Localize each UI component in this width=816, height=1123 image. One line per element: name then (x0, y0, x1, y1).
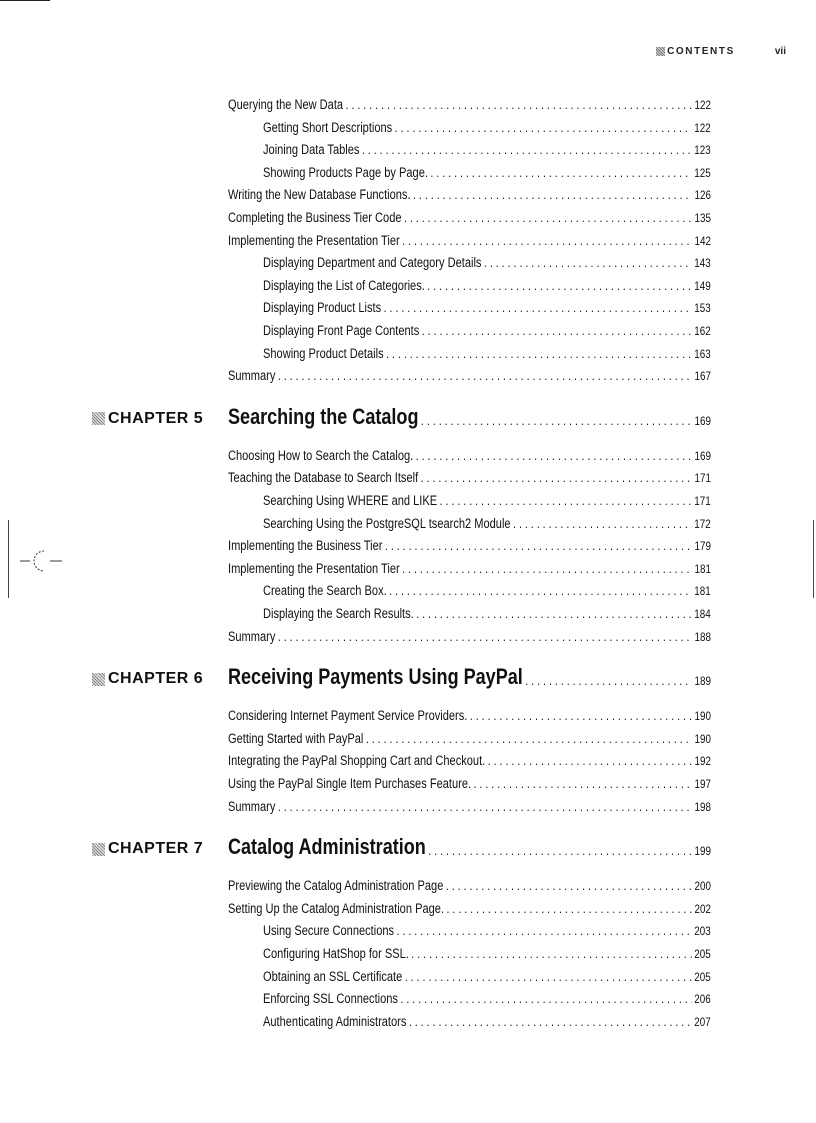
chapter-marker-icon (92, 673, 105, 686)
toc-entry-page: 181 (694, 561, 711, 576)
toc-entry-title: Implementing the Presentation Tier (228, 560, 400, 576)
toc-entry-title: Completing the Business Tier Code (228, 210, 402, 225)
toc-leader-dots (525, 673, 692, 688)
registration-mark-icon (18, 546, 64, 576)
toc-leader-dots (402, 233, 692, 248)
toc-entry-page: 181 (694, 584, 711, 599)
chapter-marker-icon (92, 412, 105, 425)
toc-entry-page: 143 (694, 256, 711, 271)
toc-entry-title: Implementing the Business Tier (228, 538, 383, 554)
toc-entry-page: 149 (694, 278, 711, 293)
toc-entry-page: 163 (694, 346, 711, 361)
toc-entry-page: 123 (694, 143, 711, 158)
toc-entry-page: 171 (694, 494, 711, 508)
toc-entry-page: 162 (694, 324, 711, 338)
toc-entry-title: Showing Product Details (263, 345, 384, 361)
toc-entry (228, 769, 711, 791)
toc-leader-dots (346, 97, 693, 112)
toc-entry (228, 203, 711, 225)
toc-entry-page: 207 (694, 1014, 711, 1029)
toc-entry-title: Choosing How to Search the Catalog. (228, 447, 414, 463)
toc-entry (263, 339, 711, 361)
toc-leader-dots (395, 120, 692, 135)
toc-entry (228, 226, 711, 248)
toc-entry-title: Using Secure Connections (263, 923, 395, 939)
toc-entry-title: Creating the Search Box. (263, 583, 387, 599)
toc-leader-dots (484, 255, 692, 270)
chapter-page: 199 (694, 844, 711, 859)
toc-entry-page: 190 (694, 731, 711, 746)
toc-entry-title: Authenticating Administrators (263, 1013, 407, 1029)
toc-entry-title: Integrating the PayPal Shopping Cart and Checkout. (228, 753, 486, 769)
toc-leader-dots (278, 629, 692, 644)
toc-entry-page: 122 (694, 120, 711, 135)
toc-entry (228, 871, 711, 893)
toc-entry (228, 894, 711, 916)
toc-entry-page: 192 (694, 754, 711, 769)
toc-entry-title: Displaying the List of Categories. (263, 277, 425, 293)
chapter-label-text: CHAPTER 7 (108, 840, 204, 858)
toc-entry-page: 142 (694, 233, 711, 248)
toc-entry-title: Implementing the Presentation Tier (228, 232, 400, 248)
toc-entry (228, 180, 711, 202)
toc-entry (263, 576, 711, 598)
toc-entry (228, 701, 711, 723)
toc-entry-title: Showing Products Page by Page. (263, 164, 428, 180)
chapter-title-entry (228, 664, 711, 690)
toc-leader-dots (422, 323, 692, 338)
toc-entry (263, 509, 711, 531)
chapter-heading (0, 664, 816, 690)
chapter-marker-icon (92, 843, 105, 856)
crop-corner-line (0, 0, 50, 1)
toc-entry-title: Configuring HatShop for SSL. (263, 946, 409, 961)
toc-leader-dots (402, 561, 692, 576)
toc-leader-dots (446, 901, 692, 916)
chapter-label-text: CHAPTER 6 (108, 670, 204, 688)
toc-leader-dots (389, 583, 692, 598)
toc-leader-dots (362, 142, 692, 157)
toc-entry-title: Displaying Product Lists (263, 300, 382, 316)
toc-leader-dots (428, 843, 692, 858)
toc-entry-page: 126 (694, 188, 711, 203)
toc-leader-dots (470, 708, 692, 723)
toc-entry-page: 203 (694, 924, 711, 939)
toc-entry (228, 622, 711, 644)
toc-entry (263, 599, 711, 621)
toc-entry (228, 746, 711, 768)
toc-leader-dots (278, 368, 692, 383)
toc-entry (228, 463, 711, 485)
toc-entry-title: Summary (228, 798, 276, 814)
crop-tick-right (813, 520, 814, 598)
toc-leader-dots (385, 538, 692, 553)
toc-entry-title: Searching Using WHERE and LIKE (263, 493, 438, 508)
toc-entry (263, 248, 711, 270)
toc-entry (263, 271, 711, 293)
toc-entry-title: Getting Started with PayPal (228, 730, 364, 746)
chapter-label-text: CHAPTER 5 (108, 409, 204, 427)
toc-entry-title: Setting Up the Catalog Administration Page. (228, 900, 445, 916)
chapter-heading (0, 834, 816, 860)
toc-entry-page: 167 (694, 369, 711, 384)
running-head-title: CONTENTS (667, 45, 735, 57)
toc-entry (263, 113, 711, 135)
chapter-title: Catalog Administration (228, 834, 426, 860)
toc-entry-title: Searching Using the PostgreSQL tsearch2 Module (263, 515, 511, 531)
toc-entry (228, 792, 711, 814)
chapter-heading (0, 404, 816, 430)
toc-leader-dots (416, 448, 692, 463)
toc-entry (228, 531, 711, 553)
toc-entry-title: Previewing the Catalog Administration Page (228, 878, 444, 894)
toc-entry (263, 158, 711, 180)
toc-entry-title: Considering Internet Payment Service Providers. (228, 708, 468, 724)
chapter-title-entry (228, 404, 711, 430)
toc-entry-title: Querying the New Data (228, 97, 344, 112)
toc-entry (263, 135, 711, 157)
toc-entry (263, 962, 711, 984)
toc-entry (263, 916, 711, 938)
toc-leader-dots (430, 165, 691, 180)
toc-entry-page: 135 (694, 211, 711, 225)
toc-leader-dots (513, 516, 692, 531)
toc-leader-dots (411, 946, 692, 961)
toc-entry-title: Displaying Department and Category Details (263, 255, 482, 271)
toc-entry-page: 205 (694, 947, 711, 961)
toc-leader-dots (446, 878, 692, 893)
toc-leader-dots (421, 413, 692, 428)
toc-leader-dots (421, 470, 692, 485)
toc-entry-page: 169 (694, 448, 711, 463)
toc-entry-page: 122 (694, 98, 711, 112)
running-head-page-number: vii (774, 45, 786, 57)
toc-leader-dots (404, 210, 692, 225)
toc-leader-dots (405, 969, 692, 984)
toc-leader-dots (474, 776, 693, 791)
toc-entry-title: Enforcing SSL Connections (263, 991, 398, 1007)
toc-entry-title: Teaching the Database to Search Itself (228, 470, 419, 486)
toc-leader-dots (366, 731, 692, 746)
toc-entry-page: 197 (694, 777, 711, 791)
toc-entry (228, 554, 711, 576)
toc-entry (263, 486, 711, 508)
toc-entry (263, 984, 711, 1006)
toc-leader-dots (384, 300, 692, 315)
toc-entry-page: 190 (694, 709, 711, 724)
toc-entry-page: 200 (694, 879, 711, 894)
toc-leader-dots (440, 493, 692, 508)
toc-entry-page: 202 (694, 901, 711, 916)
chapter-title: Receiving Payments Using PayPal (228, 664, 523, 690)
toc-entry-title: Summary (228, 628, 276, 644)
toc-entry-title: Obtaining an SSL Certificate (263, 968, 403, 984)
toc-entry-title: Getting Short Descriptions (263, 119, 393, 135)
toc-entry-page: 153 (694, 301, 711, 316)
toc-entry-page: 198 (694, 799, 711, 814)
toc-leader-dots (278, 799, 692, 814)
toc-entry-page: 184 (694, 607, 711, 621)
toc-entry-title: Joining Data Tables (263, 142, 360, 158)
toc-entry (263, 939, 711, 961)
running-head (640, 44, 786, 58)
toc-entry-page: 205 (694, 969, 711, 984)
toc-entry-title: Displaying Front Page Contents (263, 323, 420, 338)
toc-entry-title: Displaying the Search Results. (263, 606, 414, 621)
toc-leader-dots (413, 187, 692, 202)
chapter-label (92, 410, 203, 428)
toc-entry-page: 171 (694, 471, 711, 486)
toc-leader-dots (397, 923, 692, 938)
toc-leader-dots (409, 1014, 692, 1029)
toc-entry (228, 441, 711, 463)
toc-entry-page: 172 (694, 516, 711, 531)
toc-leader-dots (416, 606, 692, 621)
toc-entry-title: Using the PayPal Single Item Purchases Feature. (228, 776, 472, 791)
toc-leader-dots (386, 346, 692, 361)
chapter-title: Searching the Catalog (228, 403, 419, 429)
toc-leader-dots (427, 278, 692, 293)
toc-entry (263, 1007, 711, 1029)
chapter-title-entry (228, 834, 711, 860)
toc-entry (228, 724, 711, 746)
toc-entry (263, 316, 711, 338)
section-marker-icon (656, 47, 665, 56)
toc-entry (228, 90, 711, 112)
toc-entry-title: Summary (228, 368, 276, 384)
toc-entry-page: 188 (694, 629, 711, 644)
crop-tick-left (8, 520, 9, 598)
toc-leader-dots (400, 991, 691, 1006)
chapter-page: 169 (694, 413, 711, 428)
chapter-label (92, 840, 203, 858)
chapter-label (92, 670, 203, 688)
chapter-page: 189 (694, 674, 711, 689)
toc-entry-page: 206 (694, 992, 711, 1007)
toc-entry (228, 361, 711, 383)
toc-entry-page: 125 (694, 165, 711, 180)
toc-entry (263, 293, 711, 315)
toc-entry-title: Writing the New Database Functions. (228, 187, 411, 203)
toc-leader-dots (488, 753, 692, 768)
toc-entry-page: 179 (694, 539, 711, 554)
